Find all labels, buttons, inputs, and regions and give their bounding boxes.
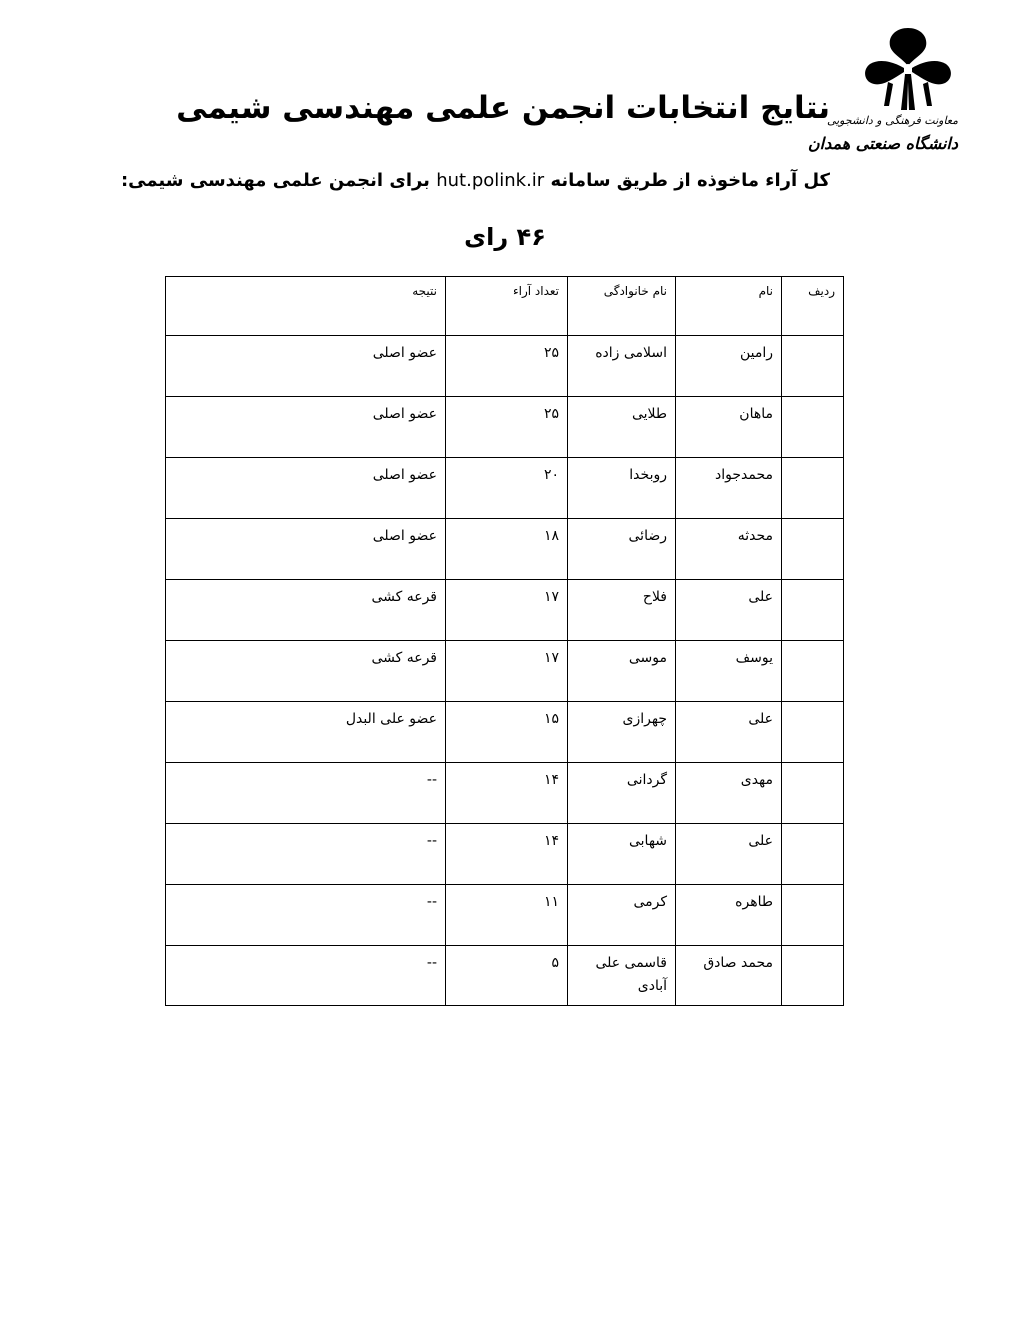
cell-votes: ۱۷	[446, 580, 568, 641]
table-row	[166, 519, 844, 580]
cell-name: ماهان	[676, 397, 782, 458]
cell-name: یوسف	[676, 641, 782, 702]
subtitle-text-before: کل آراء ماخوذه از طریق سامانه	[544, 170, 830, 191]
cell-family: کرمی	[568, 885, 676, 946]
cell-name: علی	[676, 580, 782, 641]
cell-result: عضو اصلی	[166, 397, 446, 458]
table-row	[166, 885, 844, 946]
cell-result: --	[166, 946, 446, 1006]
cell-result: عضو اصلی	[166, 336, 446, 397]
cell-result: قرعه کشی	[166, 641, 446, 702]
table-header-row	[166, 277, 844, 336]
table-row	[166, 397, 844, 458]
cell-votes: ۲۵	[446, 397, 568, 458]
cell-result: قرعه کشی	[166, 580, 446, 641]
cell-row-number	[782, 336, 844, 397]
cell-result: عضو اصلی	[166, 519, 446, 580]
cell-row-number	[782, 824, 844, 885]
cell-result: عضو علی البدل	[166, 702, 446, 763]
cell-votes: ۲۵	[446, 336, 568, 397]
cell-row-number	[782, 580, 844, 641]
cell-family: اسلامی زاده	[568, 336, 676, 397]
cell-row-number	[782, 885, 844, 946]
cell-family: رضائی	[568, 519, 676, 580]
cell-name: محمد صادق	[676, 946, 782, 1006]
cell-votes: ۱۵	[446, 702, 568, 763]
cell-votes: ۵	[446, 946, 568, 1006]
cell-votes: ۲۰	[446, 458, 568, 519]
cell-votes: ۱۴	[446, 763, 568, 824]
cell-result: --	[166, 885, 446, 946]
cell-family: موسی	[568, 641, 676, 702]
cell-family: شهابی	[568, 824, 676, 885]
logo-emblem-icon	[858, 22, 958, 114]
table-row	[166, 702, 844, 763]
cell-votes: ۱۴	[446, 824, 568, 885]
table-row	[166, 824, 844, 885]
header-name: نام	[676, 277, 782, 336]
header-votes: تعداد آراء	[446, 277, 568, 336]
header-family: نام خانوادگی	[568, 277, 676, 336]
cell-name: رامین	[676, 336, 782, 397]
cell-name: علی	[676, 824, 782, 885]
cell-row-number	[782, 458, 844, 519]
subtitle-link[interactable]: hut.polink.ir	[436, 170, 545, 191]
cell-name: مهدی	[676, 763, 782, 824]
table-row	[166, 458, 844, 519]
table-row	[166, 580, 844, 641]
cell-row-number	[782, 946, 844, 1006]
logo-caption-deputy: معاونت فرهنگی و دانشجویی	[826, 114, 958, 127]
cell-name: طاهره	[676, 885, 782, 946]
cell-row-number	[782, 519, 844, 580]
results-table	[165, 276, 844, 1006]
university-logo	[807, 22, 958, 172]
cell-row-number	[782, 763, 844, 824]
cell-name: علی	[676, 702, 782, 763]
total-votes: ۴۶ رای	[464, 223, 546, 251]
cell-row-number	[782, 702, 844, 763]
cell-votes: ۱۸	[446, 519, 568, 580]
subtitle-text-after: برای انجمن علمی مهندسی شیمی:	[120, 170, 437, 191]
cell-family: روبخدا	[568, 458, 676, 519]
cell-result: --	[166, 824, 446, 885]
cell-name: محدثه	[676, 519, 782, 580]
table-row	[166, 641, 844, 702]
cell-family: گردانی	[568, 763, 676, 824]
cell-row-number	[782, 397, 844, 458]
logo-caption-university: دانشگاه صنعتی همدان	[807, 134, 958, 153]
cell-family: قاسمی علی آبادی	[568, 946, 676, 1006]
cell-family: چهرازی	[568, 702, 676, 763]
header-row-number: ردیف	[782, 277, 844, 336]
page-subtitle	[120, 170, 830, 191]
cell-family: طلایی	[568, 397, 676, 458]
cell-votes: ۱۱	[446, 885, 568, 946]
cell-votes: ۱۷	[446, 641, 568, 702]
cell-family: فلاح	[568, 580, 676, 641]
header-result: نتیجه	[166, 277, 446, 336]
cell-row-number	[782, 641, 844, 702]
table-row	[166, 336, 844, 397]
cell-result: --	[166, 763, 446, 824]
table-row	[166, 946, 844, 1006]
cell-name: محمدجواد	[676, 458, 782, 519]
table-row	[166, 763, 844, 824]
cell-result: عضو اصلی	[166, 458, 446, 519]
page-title: نتایج انتخابات انجمن علمی مهندسی شیمی	[176, 90, 830, 126]
